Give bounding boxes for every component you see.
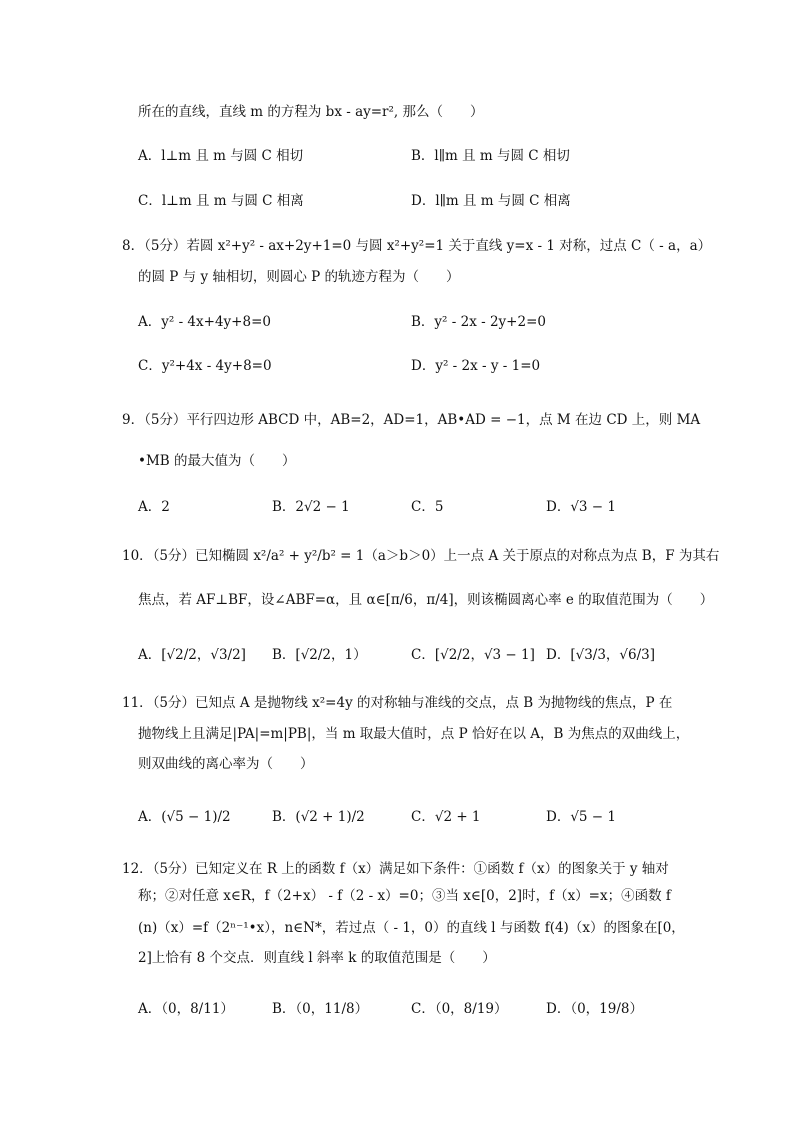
q9-option-b[interactable]: B．2√2 − 1 (272, 499, 350, 515)
q7-option-a[interactable]: A．l⊥m 且 m 与圆 C 相切 (138, 148, 304, 164)
q10-option-d[interactable]: D．[√3/3，√6/3] (546, 647, 656, 663)
q9-stem-line2: •MB 的最大值为（ ） (138, 453, 296, 469)
q10-option-c[interactable]: C．[√2/2，√3 − 1] (411, 647, 535, 663)
q7-option-c[interactable]: C．l⊥m 且 m 与圆 C 相离 (138, 193, 304, 209)
q12-option-c[interactable]: C．（0，8/19） (411, 1001, 508, 1017)
q12-stem-line4: 2]上恰有 8 个交点．则直线 l 斜率 k 的取值范围是（ ） (138, 950, 496, 966)
q8-option-a[interactable]: A．y² - 4x+4y+8=0 (138, 314, 271, 330)
q7-option-b[interactable]: B．l∥m 且 m 与圆 C 相切 (411, 148, 570, 164)
q11-option-a[interactable]: A．(√5 − 1)/2 (138, 809, 231, 825)
q12-stem-line2: 称；②对任意 x∈R，f（2+x） - f（2 - x）=0；③当 x∈[0，2]时，f（x）=x；④函数 f (138, 888, 671, 904)
q10-option-a[interactable]: A．[√2/2，√3/2] (138, 647, 246, 663)
q8-stem-line2: 的圆 P 与 y 轴相切，则圆心 P 的轨迹方程为（ ） (138, 269, 460, 285)
q9-option-c[interactable]: C．5 (411, 499, 444, 515)
q11-stem-line2: 抛物线上且满足|PA|=m|PB|，当 m 取最大值时，点 P 恰好在以 A，B 为焦点的双曲线上， (138, 726, 690, 742)
q8-option-c[interactable]: C．y²+4x - 4y+8=0 (138, 358, 272, 374)
q11-option-d[interactable]: D．√5 − 1 (546, 809, 617, 825)
q12-option-b[interactable]: B．（0，11/8） (272, 1001, 369, 1017)
q12-option-a[interactable]: A．（0，8/11） (138, 1001, 234, 1017)
q9-option-d[interactable]: D．√3 − 1 (546, 499, 617, 515)
q8-stem-line1: 8．（5分）若圆 x²+y² - ax+2y+1=0 与圆 x²+y²=1 关于直线 y=x - 1 对称，过点 C（ - a，a） (122, 238, 712, 254)
q8-option-d[interactable]: D．y² - 2x - y - 1=0 (411, 358, 541, 374)
q9-option-a[interactable]: A．2 (138, 499, 170, 515)
q8-option-b[interactable]: B．y² - 2x - 2y+2=0 (411, 314, 546, 330)
q11-option-c[interactable]: C．√2 + 1 (411, 809, 481, 825)
q12-stem-line3: (n)（x）=f（2ⁿ⁻¹•x），n∈N*，若过点（ - 1，0）的直线 l 与函数 f(4)（x）的图象在[0， (138, 920, 685, 936)
q12-stem-line1: 12．（5分）已知定义在 R 上的函数 f（x）满足如下条件：①函数 f（x）的图象关于 y 轴对 (122, 861, 669, 877)
q7-stem-tail: 所在的直线，直线 m 的方程为 bx - ay=r², 那么（ ） (138, 104, 484, 120)
q11-option-b[interactable]: B．(√2 + 1)/2 (272, 809, 365, 825)
q12-option-d[interactable]: D．（0，19/8） (546, 1001, 643, 1017)
q7-option-d[interactable]: D．l∥m 且 m 与圆 C 相离 (411, 193, 571, 209)
q10-stem-line1: 10．（5分）已知椭圆 x²/a² + y²/b² = 1（a＞b＞0）上一点 A 关于原点的对称点为点 B，F 为其右 (122, 548, 720, 564)
q11-stem-line1: 11．（5分）已知点 A 是抛物线 x²=4y 的对称轴与准线的交点，点 B 为抛物线的焦点，P 在 (122, 695, 673, 711)
q9-stem-line1: 9．（5分）平行四边形 ABCD 中，AB=2，AD=1，AB•AD = −1，点 M 在边 CD 上，则 MA (122, 412, 701, 428)
q11-stem-line3: 则双曲线的离心率为（ ） (138, 756, 314, 772)
q10-stem-line2: 焦点，若 AF⊥BF，设∠ABF=α，且 α∈[π/6，π/4]，则该椭圆离心率 e 的取值范围为（ ） (138, 592, 714, 608)
q10-option-b[interactable]: B．[√2/2，1） (272, 647, 367, 663)
